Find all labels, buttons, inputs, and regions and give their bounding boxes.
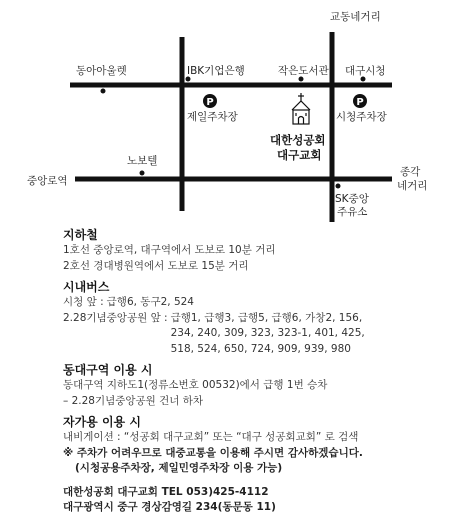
jeil-parking-label: 제일주차장 (187, 111, 238, 123)
svg-text:P: P (356, 97, 364, 108)
svg-text:P: P (206, 97, 214, 108)
library-dot (299, 77, 304, 82)
church-icon (292, 93, 310, 124)
subway-title: 지하철 (63, 228, 98, 242)
city-hall-dot (361, 77, 366, 82)
car-note-1: ※ 주차가 어려우므로 대중교통을 이용해 주시면 감사하겠습니다. (63, 446, 363, 459)
bus-park-label: 2.28기념중앙공원 앞 : (63, 311, 168, 324)
contact-address: 대구광역시 중구 경상감영길 234(동문동 11) (63, 501, 276, 513)
gyodong-label: 교동네거리 (330, 11, 381, 23)
jonggak-label-line2: 네거리 (397, 180, 428, 192)
bus-city-hall-row (63, 295, 449, 311)
jeil-parking-icon (203, 94, 217, 108)
car-navigation: 내비게이션 : “성공회 대구교회” 또는 “대구 성공회교회” 로 검색 (63, 431, 359, 443)
car-section (63, 415, 449, 477)
dongdaegu-line-1: 동대구역 지하도1(정류소번호 00532)에서 급행 1번 승차 (63, 379, 328, 391)
directions-panel (63, 228, 449, 516)
location-map (0, 0, 456, 222)
subway-line-1: 1호선 중앙로역, 대구역에서 도보로 10분 거리 (63, 244, 276, 256)
contact-block (63, 485, 449, 516)
car-title: 자가용 이용 시 (63, 415, 141, 429)
subway-section (63, 228, 449, 274)
dongdaegu-title: 동대구역 이용 시 (63, 363, 153, 377)
bus-city-hall-routes: 급행6, 동구2, 524 (106, 296, 194, 308)
bus-park-routes: 급행1, 급행3, 급행5, 급행6, 가창2, 156, 234, 240, 309, 323, 323-1, 401, 425, 518, 524, 650, 724, 909, 939, 980 (170, 311, 365, 355)
ibk-label: IBK기업은행 (187, 65, 245, 77)
jungang-ro-label: 중앙로역 (27, 175, 68, 187)
subway-line-2: 2호선 경대병원역에서 도보로 15분 거리 (63, 259, 249, 272)
church-name-line1: 대한성공회 (270, 133, 326, 147)
novotel-dot (140, 171, 145, 176)
bus-section (63, 280, 449, 357)
city-hall-label: 대구시청 (345, 65, 386, 77)
car-note-2: (시청공용주차장, 제일민영주차장 이용 가능) (75, 462, 283, 474)
ibk-dot (186, 77, 191, 82)
church-name-line2: 대구교회 (277, 148, 322, 162)
library-label: 작은도서관 (278, 65, 329, 77)
dongah-label: 동아아울렛 (76, 65, 127, 77)
sk-label-line2: 주유소 (337, 206, 368, 218)
bus-park-row (63, 311, 449, 358)
sk-label-line1: SK중앙 (335, 193, 369, 205)
novotel-label: 노보텔 (127, 155, 158, 167)
contact-name-tel: 대한성공회 대구교회 TEL 053)425-4112 (63, 485, 269, 498)
bus-title: 시내버스 (63, 280, 110, 294)
sk-dot (336, 184, 341, 189)
dongdaegu-line-2: – 2.28기념중앙공원 건너 하차 (63, 394, 204, 407)
dongdaegu-section (63, 363, 449, 409)
bus-city-hall-label: 시청 앞 : (63, 296, 104, 308)
city-parking-icon (353, 94, 367, 108)
jonggak-label-line1: 종각 (400, 166, 421, 178)
city-parking-label: 시청주차장 (336, 111, 387, 123)
dongah-dot (101, 89, 106, 94)
